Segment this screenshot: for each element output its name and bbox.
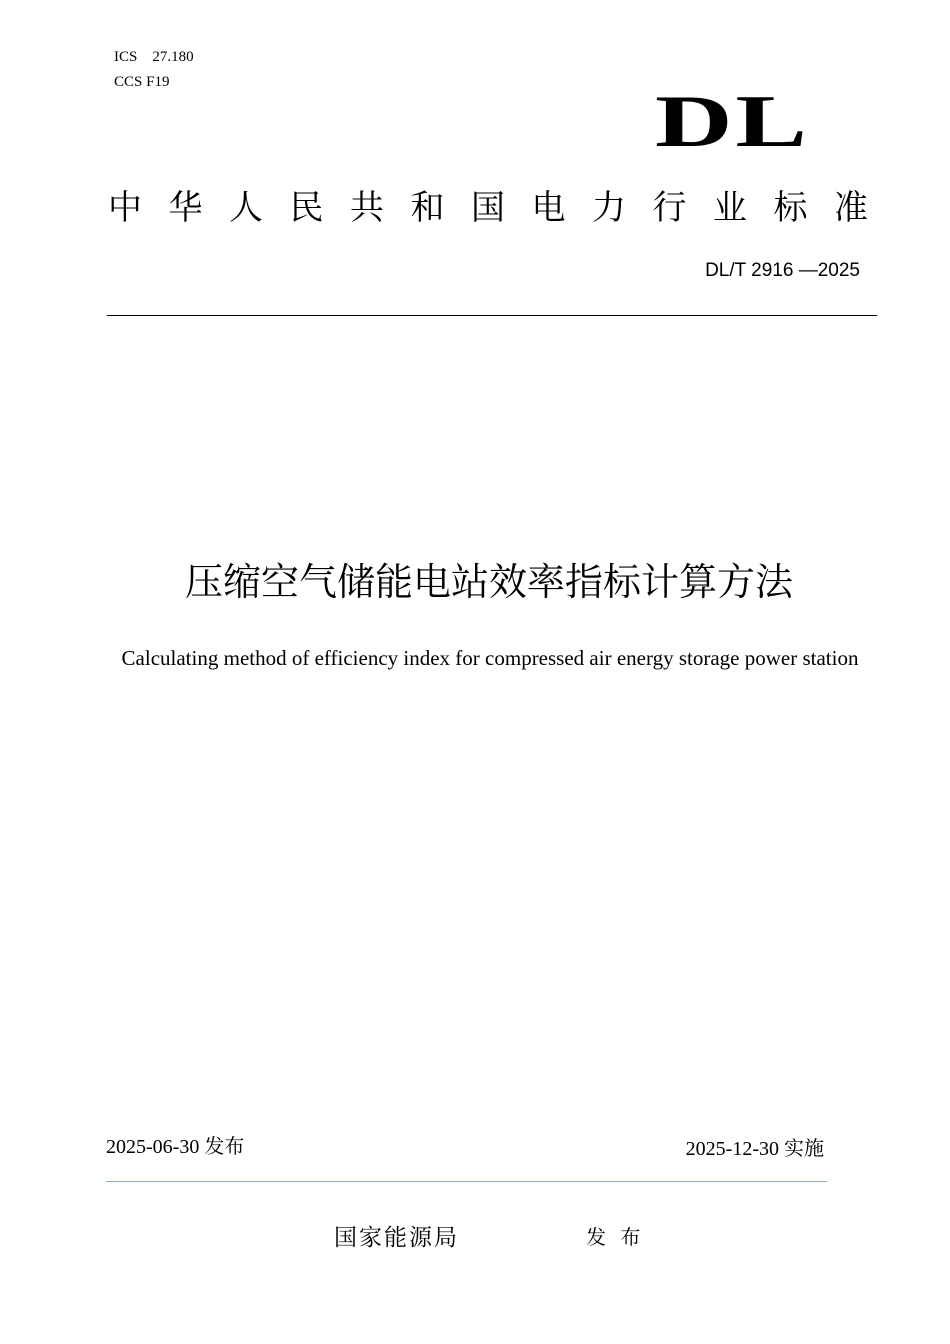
ics-code: ICS 27.180 bbox=[114, 49, 194, 65]
dl-logo: DL bbox=[655, 81, 810, 163]
standard-category-title: 中华人民共和国电力行业标准 bbox=[108, 188, 895, 228]
implementation-date: 2025-12-30 实施 bbox=[685, 1138, 824, 1160]
document-title-english: Calculating method of efficiency index for compressed air energy storage power station bbox=[121, 646, 859, 670]
footer-divider bbox=[106, 1181, 827, 1182]
publisher-name: 国家能源局 bbox=[334, 1225, 459, 1251]
publish-label: 发 布 bbox=[586, 1225, 645, 1249]
header-divider bbox=[107, 315, 877, 316]
ccs-code: CCS F19 bbox=[114, 74, 170, 90]
document-title-chinese: 压缩空气储能电站效率指标计算方法 bbox=[184, 560, 793, 604]
issue-date: 2025-06-30 发布 bbox=[106, 1136, 245, 1158]
standard-number: DL/T 2916 —2025 bbox=[705, 260, 860, 281]
